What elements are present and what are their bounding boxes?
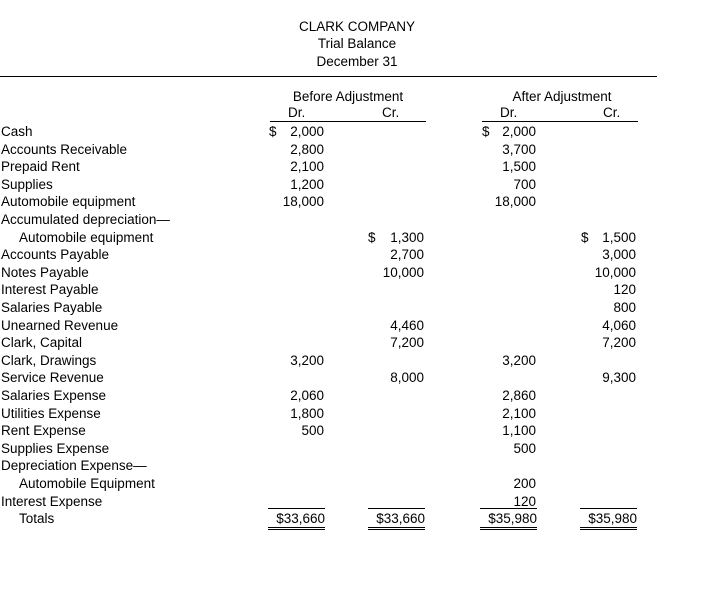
amount-bcr: 7,200	[390, 335, 424, 350]
amount-bdr: 2,100	[290, 159, 324, 174]
before-adjustment-label: Before Adjustment	[292, 89, 404, 104]
amount-adr: 700	[513, 177, 536, 192]
amount-acr: 120	[613, 282, 636, 297]
row-label: Accounts Receivable	[1, 142, 128, 157]
amount-adr: 500	[513, 441, 536, 456]
row-label: Service Revenue	[1, 370, 104, 385]
amount-adr: 1,100	[502, 423, 536, 438]
row-label: Clark, Capital	[1, 335, 83, 350]
row-label: Automobile equipment	[19, 230, 154, 245]
amount-bdr: 2,000	[290, 124, 324, 139]
row-label: Cash	[1, 124, 33, 139]
row-label: Rent Expense	[1, 423, 86, 438]
amount-bdr: 1,800	[290, 406, 324, 421]
amount-acr: 4,060	[602, 318, 636, 333]
total-bdr: $33,660	[268, 510, 325, 530]
row-label: Notes Payable	[1, 265, 89, 280]
row-label: Clark, Drawings	[1, 353, 97, 368]
amount-bdr: 2,060	[290, 388, 324, 403]
after-cr-label: Cr.	[603, 105, 621, 120]
row-label: Accumulated depreciation—	[1, 212, 170, 227]
row-label: Salaries Expense	[1, 388, 107, 403]
currency-symbol: $	[482, 124, 490, 139]
total-acr: $35,980	[580, 510, 637, 530]
amount-adr: 3,200	[502, 353, 536, 368]
before-dr-label: Dr.	[288, 105, 306, 120]
currency-symbol: $	[581, 230, 589, 245]
amount-bdr: 3,200	[290, 353, 324, 368]
row-label: Automobile equipment	[1, 194, 136, 209]
row-label: Salaries Payable	[1, 300, 103, 315]
amount-bdr: 1,200	[290, 177, 324, 192]
amount-bcr: 4,460	[390, 318, 424, 333]
after-subheader	[482, 105, 638, 122]
row-label: Supplies	[1, 177, 53, 192]
before-adjustment-header	[270, 88, 426, 105]
amount-adr: 2,000	[502, 124, 536, 139]
statement-date: December 31	[316, 54, 398, 69]
amount-adr: 2,860	[502, 388, 536, 403]
company-name: CLARK COMPANY	[298, 19, 416, 34]
amount-adr: 1,500	[502, 159, 536, 174]
after-dr-label: Dr.	[500, 105, 518, 120]
header-rule	[0, 76, 657, 77]
statement-title: Trial Balance	[317, 36, 397, 51]
amount-adr: 120	[513, 494, 536, 509]
currency-symbol: $	[368, 230, 376, 245]
before-subheader	[270, 105, 426, 122]
row-label: Supplies Expense	[1, 441, 110, 456]
before-cr-label: Cr.	[382, 105, 400, 120]
amount-acr: 7,200	[602, 335, 636, 350]
row-label: Prepaid Rent	[1, 159, 80, 174]
row-label: Interest Expense	[1, 494, 103, 509]
amount-adr: 2,100	[502, 406, 536, 421]
amount-acr: 10,000	[594, 265, 636, 280]
amount-adr: 3,700	[502, 142, 536, 157]
amount-bcr: 1,300	[390, 230, 424, 245]
after-adjustment-header	[482, 88, 642, 105]
amount-adr: 18,000	[494, 194, 536, 209]
row-label: Accounts Payable	[1, 247, 110, 262]
currency-symbol: $	[269, 124, 277, 139]
after-adjustment-label: After Adjustment	[512, 89, 612, 104]
amount-acr: 3,000	[602, 247, 636, 262]
row-label: Automobile Equipment	[19, 476, 155, 491]
amount-bdr: 18,000	[282, 194, 324, 209]
row-label: Depreciation Expense—	[1, 458, 147, 473]
amount-adr: 200	[513, 476, 536, 491]
row-label: Unearned Revenue	[1, 318, 119, 333]
amount-acr: 800	[613, 300, 636, 315]
total-adr: $35,980	[480, 510, 537, 530]
amount-acr: 9,300	[602, 370, 636, 385]
amount-bcr: 2,700	[390, 247, 424, 262]
amount-acr: 1,500	[602, 230, 636, 245]
amount-bdr: 2,800	[290, 142, 324, 157]
total-bcr: $33,660	[368, 510, 425, 530]
row-label: Interest Payable	[1, 282, 99, 297]
amount-bcr: 8,000	[390, 370, 424, 385]
amount-bdr: 500	[301, 423, 324, 438]
amount-bcr: 10,000	[382, 265, 424, 280]
totals-label: Totals	[19, 511, 55, 526]
row-label: Utilities Expense	[1, 406, 101, 421]
